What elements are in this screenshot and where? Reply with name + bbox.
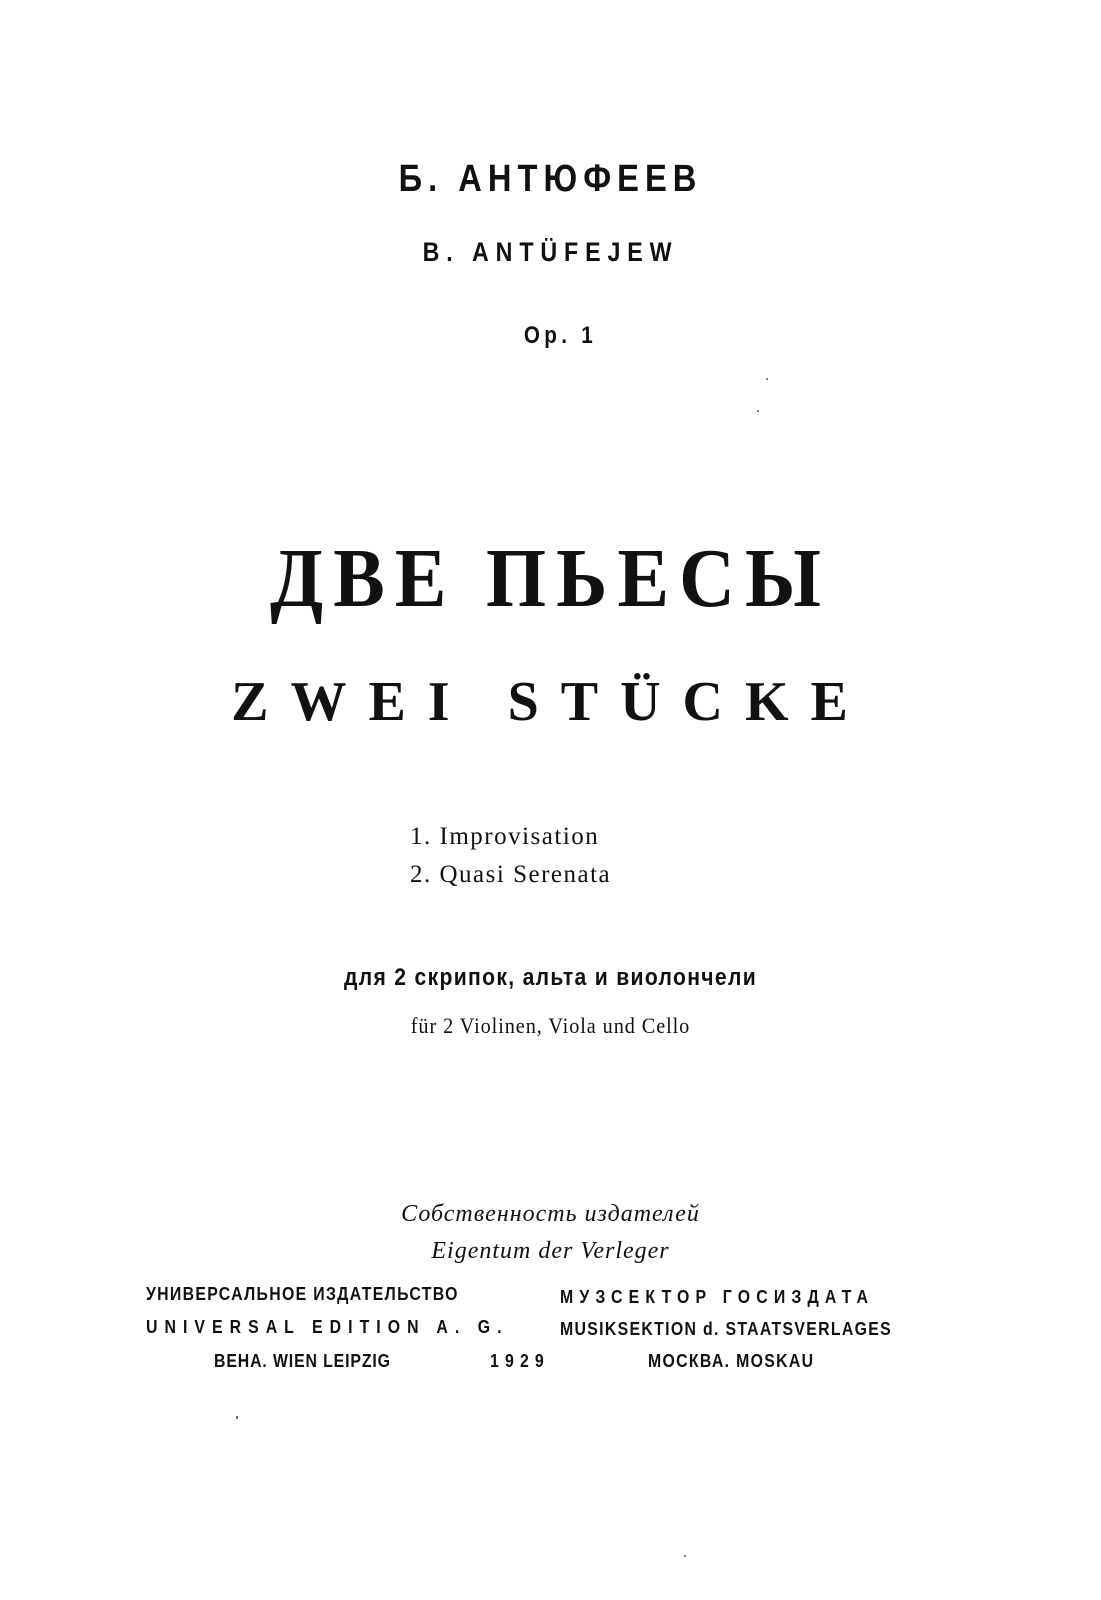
composer-name-german: B. ANTÜFEJEW (422, 237, 679, 267)
publisher-right-name-russian: МУЗСЕКТОР ГОСИЗДАТА (560, 1287, 875, 1307)
ownership-note-russian: Собственность издателей (401, 1201, 700, 1227)
publisher-right-cities: МОСКВА. MOSKAU (648, 1351, 815, 1371)
work-title-russian: ДВЕ ПЬЕСЫ (269, 532, 832, 625)
pieces-list (410, 818, 611, 894)
composer-name-russian: Б. АНТЮФЕЕВ (398, 158, 703, 200)
scan-speck (684, 1555, 686, 1557)
instrumentation-russian: для 2 скрипок, альта и виолончели (344, 964, 757, 991)
publisher-left-cities: ВЕНА. WIEN LEIPZIG (214, 1351, 391, 1371)
publisher-left-name-russian: УНИВЕРСАЛЬНОЕ ИЗДАТЕЛЬСТВО (146, 1284, 459, 1304)
scan-speck (757, 410, 759, 412)
publisher-right-name-german: MUSIKSEKTION d. STAATSVERLAGES (560, 1319, 893, 1339)
scan-speck (766, 378, 768, 380)
ownership-note-german: Eigentum der Verleger (431, 1238, 670, 1264)
publication-year: 1929 (490, 1351, 550, 1371)
publisher-left-name-german: UNIVERSAL EDITION A. G. (146, 1317, 509, 1337)
piece-item: 1. Improvisation (410, 823, 600, 850)
piece-item: 2. Quasi Serenata (410, 861, 612, 888)
opus-number: Op. 1 (523, 322, 598, 349)
instrumentation-german: für 2 Violinen, Viola und Cello (410, 1013, 691, 1038)
scan-speck (236, 1416, 238, 1419)
work-title-german: ZWEI STÜCKE (231, 671, 870, 733)
